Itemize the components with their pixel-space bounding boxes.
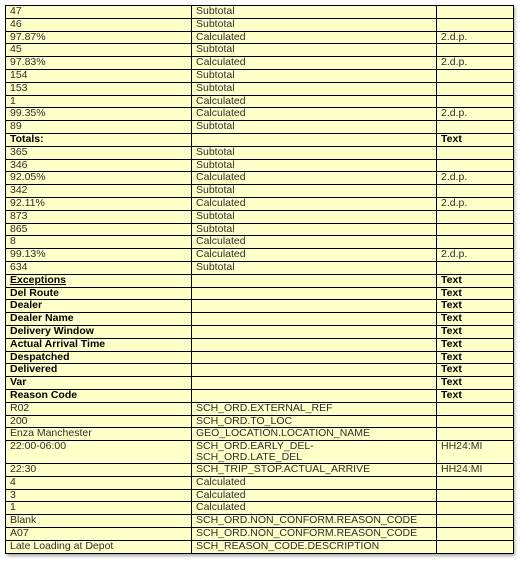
format-cell: Text	[437, 351, 514, 364]
source-cell	[192, 133, 437, 146]
source-cell: Subtotal	[192, 69, 437, 82]
source-cell	[192, 287, 437, 300]
source-cell: SCH_ORD.EARLY_DEL- SCH_ORD.LATE_DEL	[192, 441, 437, 464]
source-cell: SCH_TRIP_STOP.ACTUAL_ARRIVE	[192, 464, 437, 477]
source-cell: SCH_REASON_CODE.DESCRIPTION	[192, 540, 437, 553]
table-row	[6, 18, 514, 31]
value-cell: 873	[6, 210, 192, 223]
format-cell	[437, 44, 514, 57]
table-row	[6, 146, 514, 159]
section-header-row	[6, 377, 514, 390]
source-cell: Calculated	[192, 95, 437, 108]
table-row	[6, 489, 514, 502]
table-row	[6, 121, 514, 134]
value-cell: Enza Manchester	[6, 428, 192, 441]
section-header-row	[6, 133, 514, 146]
table-row	[6, 95, 514, 108]
table-row	[6, 502, 514, 515]
format-cell	[437, 476, 514, 489]
value-cell: 99.35%	[6, 108, 192, 121]
value-cell: 22:00-06:00	[6, 441, 192, 464]
source-cell	[192, 325, 437, 338]
source-cell	[192, 338, 437, 351]
format-cell	[437, 82, 514, 95]
table-row	[6, 57, 514, 70]
value-cell: 92.05%	[6, 172, 192, 185]
value-cell: 99.13%	[6, 249, 192, 262]
format-cell	[437, 185, 514, 198]
format-cell	[437, 515, 514, 528]
section-header-row	[6, 313, 514, 326]
source-cell: Calculated	[192, 489, 437, 502]
table-row	[6, 476, 514, 489]
table-row	[6, 249, 514, 262]
value-cell: Blank	[6, 515, 192, 528]
format-cell	[437, 210, 514, 223]
table-row	[6, 236, 514, 249]
value-cell: 4	[6, 476, 192, 489]
source-cell: Calculated	[192, 197, 437, 210]
format-cell: Text	[437, 338, 514, 351]
source-cell: Calculated	[192, 249, 437, 262]
table-row	[6, 185, 514, 198]
value-cell: 1	[6, 502, 192, 515]
value-cell: Despatched	[6, 351, 192, 364]
source-cell	[192, 274, 437, 287]
table-row	[6, 82, 514, 95]
source-cell: Subtotal	[192, 18, 437, 31]
format-cell: Text	[437, 300, 514, 313]
table-row	[6, 515, 514, 528]
table-row	[6, 415, 514, 428]
table-row	[6, 108, 514, 121]
source-cell: SCH_ORD.EXTERNAL_REF	[192, 402, 437, 415]
format-cell: Text	[437, 364, 514, 377]
value-cell: Dealer Name	[6, 313, 192, 326]
source-cell: Subtotal	[192, 261, 437, 274]
value-cell: Actual Arrival Time	[6, 338, 192, 351]
source-cell: Subtotal	[192, 121, 437, 134]
value-cell: Reason Code	[6, 389, 192, 402]
source-cell: Subtotal	[192, 223, 437, 236]
table-row	[6, 441, 514, 464]
table-row	[6, 159, 514, 172]
format-cell	[437, 95, 514, 108]
value-cell: Totals:	[6, 133, 192, 146]
format-cell: Text	[437, 325, 514, 338]
table-row	[6, 528, 514, 541]
source-cell: Calculated	[192, 31, 437, 44]
section-header-row	[6, 287, 514, 300]
spec-table-body	[6, 6, 514, 554]
format-cell	[437, 489, 514, 502]
section-header-row	[6, 325, 514, 338]
value-cell: R02	[6, 402, 192, 415]
source-cell: Subtotal	[192, 159, 437, 172]
format-cell: Text	[437, 377, 514, 390]
value-cell: 8	[6, 236, 192, 249]
value-cell: Exceptions	[6, 274, 192, 287]
section-header-row	[6, 351, 514, 364]
value-cell: 46	[6, 18, 192, 31]
value-cell: Late Loading at Depot	[6, 540, 192, 553]
format-cell: Text	[437, 287, 514, 300]
format-cell: Text	[437, 274, 514, 287]
value-cell: 45	[6, 44, 192, 57]
format-cell	[437, 236, 514, 249]
format-cell	[437, 415, 514, 428]
source-cell: Calculated	[192, 172, 437, 185]
value-cell: 1	[6, 95, 192, 108]
source-cell: SCH_ORD.TO_LOC	[192, 415, 437, 428]
value-cell: 365	[6, 146, 192, 159]
format-cell: HH24:MI	[437, 441, 514, 464]
source-cell: SCH_ORD.NON_CONFORM.REASON_CODE	[192, 515, 437, 528]
format-cell	[437, 146, 514, 159]
value-cell: Delivery Window	[6, 325, 192, 338]
spec-table	[5, 5, 514, 554]
format-cell: 2.d.p.	[437, 249, 514, 262]
value-cell: 92.11%	[6, 197, 192, 210]
format-cell	[437, 528, 514, 541]
spec-table-container	[5, 5, 513, 554]
section-header-row	[6, 389, 514, 402]
value-cell: 97.87%	[6, 31, 192, 44]
source-cell: Calculated	[192, 236, 437, 249]
format-cell	[437, 540, 514, 553]
format-cell	[437, 261, 514, 274]
table-row	[6, 197, 514, 210]
section-header-row	[6, 300, 514, 313]
format-cell	[437, 18, 514, 31]
format-cell	[437, 428, 514, 441]
format-cell	[437, 502, 514, 515]
table-row	[6, 69, 514, 82]
source-cell: Subtotal	[192, 146, 437, 159]
section-header-row	[6, 338, 514, 351]
source-cell: GEO_LOCATION.LOCATION_NAME	[192, 428, 437, 441]
table-row	[6, 6, 514, 19]
source-cell: Subtotal	[192, 185, 437, 198]
source-cell	[192, 351, 437, 364]
value-cell: 22:30	[6, 464, 192, 477]
source-cell	[192, 313, 437, 326]
value-cell: 634	[6, 261, 192, 274]
table-row	[6, 402, 514, 415]
source-cell: Calculated	[192, 57, 437, 70]
value-cell: 89	[6, 121, 192, 134]
source-cell	[192, 300, 437, 313]
value-cell: 200	[6, 415, 192, 428]
value-cell: Del Route	[6, 287, 192, 300]
format-cell	[437, 69, 514, 82]
source-cell: Calculated	[192, 502, 437, 515]
value-cell: 3	[6, 489, 192, 502]
table-row	[6, 172, 514, 185]
value-cell: Delivered	[6, 364, 192, 377]
source-cell: Subtotal	[192, 210, 437, 223]
table-row	[6, 464, 514, 477]
format-cell	[437, 223, 514, 236]
table-row	[6, 540, 514, 553]
format-cell: 2.d.p.	[437, 197, 514, 210]
table-row	[6, 223, 514, 236]
source-cell: Calculated	[192, 476, 437, 489]
section-header-row	[6, 274, 514, 287]
table-row	[6, 261, 514, 274]
format-cell: 2.d.p.	[437, 108, 514, 121]
format-cell	[437, 159, 514, 172]
source-cell: Subtotal	[192, 44, 437, 57]
source-cell: SCH_ORD.NON_CONFORM.REASON_CODE	[192, 528, 437, 541]
value-cell: 47	[6, 6, 192, 19]
table-row	[6, 44, 514, 57]
source-cell	[192, 364, 437, 377]
format-cell	[437, 6, 514, 19]
value-cell: A07	[6, 528, 192, 541]
value-cell: Var	[6, 377, 192, 390]
value-cell: 346	[6, 159, 192, 172]
format-cell: HH24:MI	[437, 464, 514, 477]
source-cell	[192, 389, 437, 402]
table-row	[6, 210, 514, 223]
source-cell: Calculated	[192, 108, 437, 121]
format-cell	[437, 121, 514, 134]
value-cell: 865	[6, 223, 192, 236]
format-cell	[437, 402, 514, 415]
value-cell: 97.83%	[6, 57, 192, 70]
section-header-row	[6, 364, 514, 377]
value-cell: 342	[6, 185, 192, 198]
format-cell: 2.d.p.	[437, 172, 514, 185]
source-cell	[192, 377, 437, 390]
table-row	[6, 31, 514, 44]
format-cell: Text	[437, 389, 514, 402]
format-cell: Text	[437, 133, 514, 146]
value-cell: 153	[6, 82, 192, 95]
value-cell: 154	[6, 69, 192, 82]
source-cell: Subtotal	[192, 82, 437, 95]
source-cell: Subtotal	[192, 6, 437, 19]
value-cell: Dealer	[6, 300, 192, 313]
format-cell: 2.d.p.	[437, 31, 514, 44]
table-row	[6, 428, 514, 441]
format-cell: Text	[437, 313, 514, 326]
format-cell: 2.d.p.	[437, 57, 514, 70]
